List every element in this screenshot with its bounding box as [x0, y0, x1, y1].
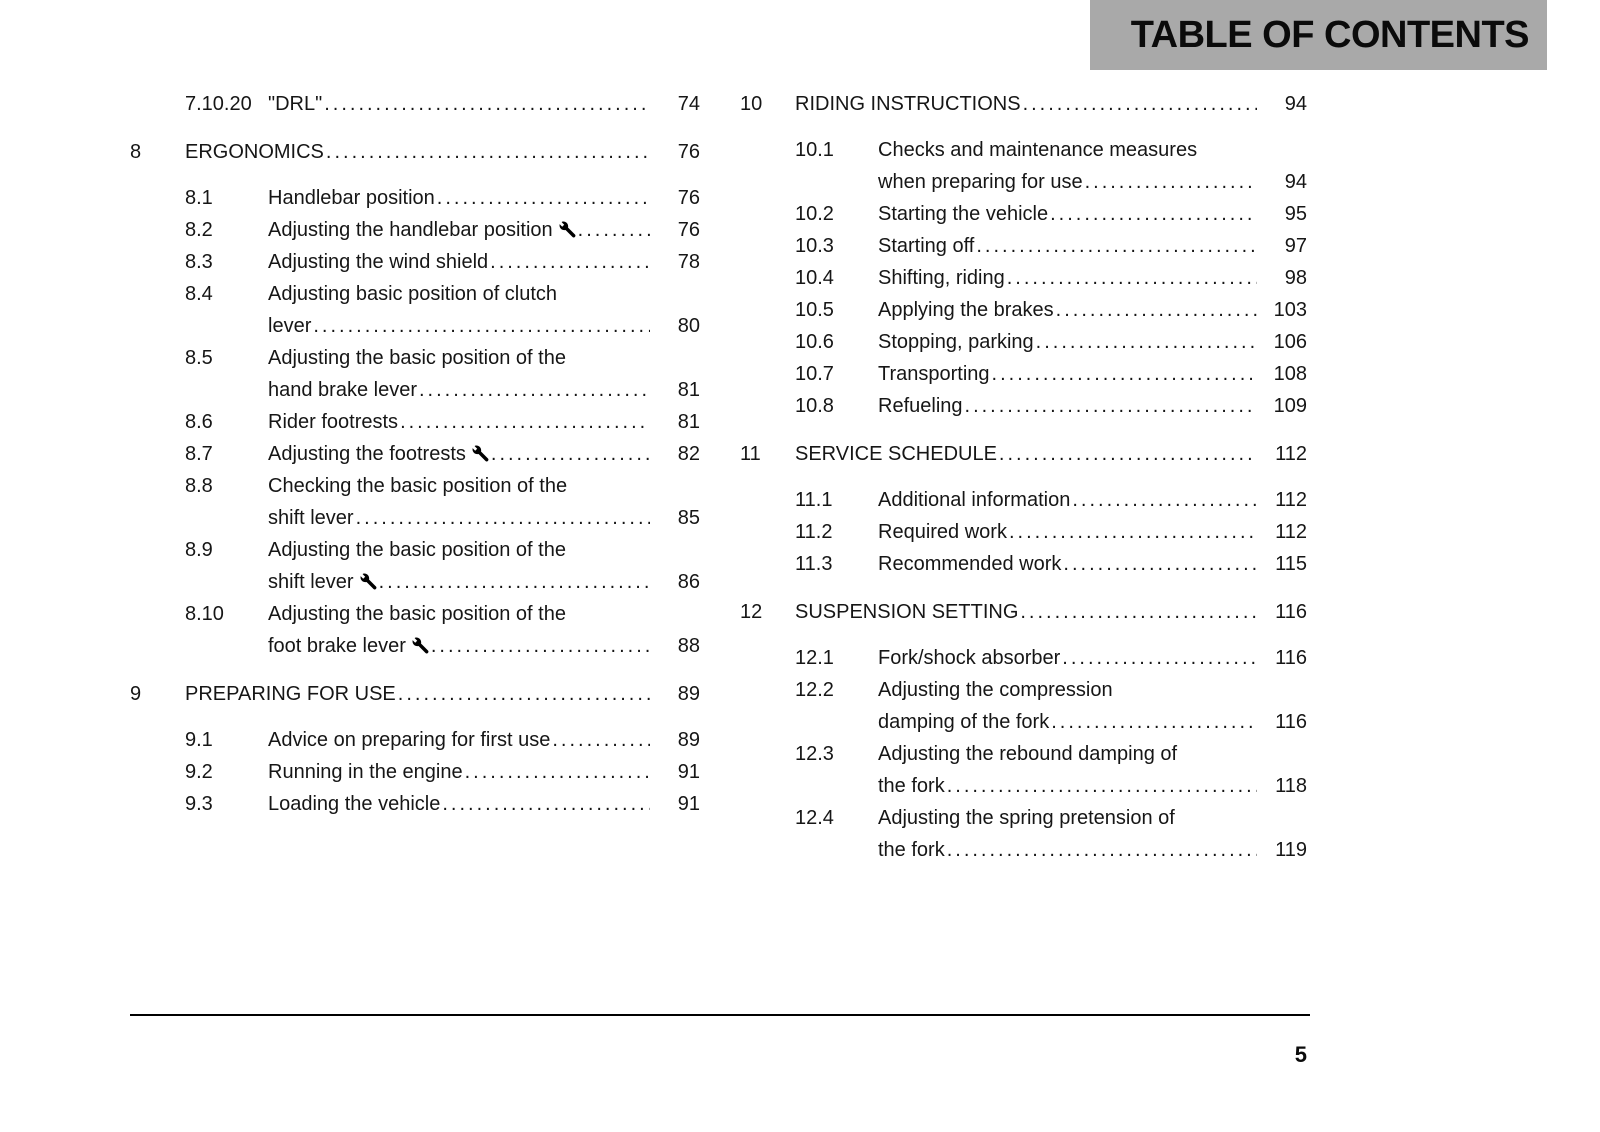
entry-number: 12.3 — [795, 743, 834, 765]
entry-title: the fork — [878, 775, 945, 797]
page-number: 80 — [677, 315, 700, 337]
dot-leader — [437, 182, 650, 214]
entry-number: 8.4 — [185, 283, 213, 305]
entry-number: 8.2 — [185, 219, 213, 241]
page-number: 112 — [1275, 489, 1307, 511]
toc-line — [130, 678, 700, 710]
toc-line — [130, 342, 700, 374]
entry-number: 11 — [740, 443, 761, 465]
entry-title: lever — [268, 315, 312, 337]
entry-number: 8.7 — [185, 443, 213, 465]
toc-line — [740, 738, 1307, 770]
page-number: 78 — [677, 251, 700, 273]
entry-title: Adjusting the rebound damping of — [878, 743, 1178, 765]
entry-title: Adjusting the compression — [878, 679, 1113, 701]
entry-number — [185, 630, 268, 662]
toc-line — [130, 566, 700, 598]
toc-line — [130, 182, 700, 214]
entry-title: Adjusting the basic position of the — [268, 347, 566, 369]
toc-section-entry — [130, 756, 700, 788]
dot-leader — [326, 136, 650, 168]
toc-line — [740, 390, 1307, 422]
page-number: 74 — [677, 93, 700, 115]
table-of-contents — [130, 88, 1310, 866]
toc-line — [130, 246, 700, 278]
toc-line — [740, 262, 1307, 294]
toc-line — [740, 438, 1307, 470]
dot-leader — [965, 390, 1257, 422]
dot-leader — [1062, 642, 1257, 674]
toc-section-entry — [130, 342, 700, 406]
entry-title: Advice on preparing for first use — [268, 729, 551, 751]
page-number: 89 — [677, 729, 700, 751]
toc-line — [740, 326, 1307, 358]
entry-title: Additional information — [878, 489, 1071, 511]
footer-divider — [130, 1014, 1310, 1016]
dot-leader — [442, 788, 650, 820]
dot-leader — [1085, 166, 1257, 198]
entry-number: 9 — [130, 683, 142, 705]
toc-line — [740, 358, 1307, 390]
toc-line — [740, 834, 1307, 866]
entry-title: "DRL" — [268, 93, 323, 115]
toc-line — [130, 534, 700, 566]
entry-number — [795, 166, 878, 198]
toc-line — [740, 642, 1307, 674]
dot-leader — [400, 406, 650, 438]
page-number: 88 — [677, 635, 700, 657]
entry-title: Adjusting the basic position of the — [268, 539, 566, 561]
entry-number: 10.4 — [795, 267, 834, 289]
page-number: 109 — [1273, 395, 1307, 417]
dot-leader — [313, 310, 650, 342]
entry-title: Adjusting the basic position of the — [268, 603, 566, 625]
dot-leader — [419, 374, 650, 406]
entry-title: hand brake lever — [268, 379, 417, 401]
page-number: 115 — [1275, 553, 1307, 575]
toc-section-entry — [130, 438, 700, 470]
entry-number — [795, 770, 878, 802]
entry-number: 8.1 — [185, 187, 213, 209]
entry-title: the fork — [878, 839, 945, 861]
page-number: 94 — [1284, 93, 1307, 115]
wrench-icon — [360, 573, 377, 590]
entry-number — [795, 706, 878, 738]
toc-header-bar — [1090, 0, 1547, 70]
toc-section-entry — [740, 134, 1307, 198]
dot-leader — [1072, 484, 1257, 516]
dot-leader — [431, 630, 650, 662]
dot-leader — [976, 230, 1257, 262]
entry-number: 10.2 — [795, 203, 834, 225]
wrench-icon — [412, 637, 429, 654]
entry-title: Checks and maintenance measures — [878, 139, 1198, 161]
page-number: 81 — [677, 379, 700, 401]
toc-section-entry — [740, 674, 1307, 738]
toc-line — [740, 88, 1307, 120]
toc-column-left — [130, 88, 700, 866]
entry-number: 8.3 — [185, 251, 213, 273]
dot-leader — [356, 502, 650, 534]
entry-title: PREPARING FOR USE — [185, 683, 396, 705]
toc-line — [740, 706, 1307, 738]
entry-number: 8.10 — [185, 603, 224, 625]
page-number: 86 — [677, 571, 700, 593]
toc-section-entry — [740, 484, 1307, 516]
toc-line — [740, 198, 1307, 230]
dot-leader — [1056, 294, 1257, 326]
toc-line — [130, 598, 700, 630]
dot-leader — [491, 438, 650, 470]
toc-line — [130, 88, 700, 120]
toc-section-entry — [130, 214, 700, 246]
toc-chapter-entry — [740, 438, 1307, 470]
entry-title: Recommended work — [878, 553, 1062, 575]
page-number: 76 — [677, 141, 700, 163]
toc-section-entry — [740, 326, 1307, 358]
entry-number — [185, 502, 268, 534]
dot-leader — [1023, 88, 1257, 120]
page-number: 106 — [1273, 331, 1307, 353]
toc-line — [130, 502, 700, 534]
dot-leader — [1009, 516, 1257, 548]
toc-section-entry — [740, 198, 1307, 230]
dot-leader — [1050, 198, 1257, 230]
entry-number: 10 — [740, 93, 763, 115]
dot-leader — [992, 358, 1257, 390]
toc-section-entry — [130, 182, 700, 214]
dot-leader — [947, 770, 1257, 802]
entry-title: SUSPENSION SETTING — [795, 601, 1019, 623]
entry-number: 8.6 — [185, 411, 213, 433]
page-number: 112 — [1275, 443, 1307, 465]
entry-number: 11.2 — [795, 521, 833, 543]
entry-number — [185, 374, 268, 406]
entry-number: 12.4 — [795, 807, 834, 829]
toc-line — [130, 470, 700, 502]
entry-title: Rider footrests — [268, 411, 399, 433]
toc-line — [130, 788, 700, 820]
toc-section-entry — [130, 88, 700, 120]
page-number: 85 — [677, 507, 700, 529]
toc-section-entry — [740, 358, 1307, 390]
entry-number: 10.3 — [795, 235, 834, 257]
toc-section-entry — [130, 598, 700, 662]
page-number: 112 — [1275, 521, 1307, 543]
dot-leader — [1051, 706, 1257, 738]
page-number: 76 — [677, 187, 700, 209]
page-number: 95 — [1284, 203, 1307, 225]
toc-section-entry — [130, 246, 700, 278]
page-number: 116 — [1275, 711, 1307, 733]
entry-number: 10.5 — [795, 299, 834, 321]
entry-title: Refueling — [878, 395, 963, 417]
entry-number: 11.1 — [795, 489, 833, 511]
dot-leader — [552, 724, 650, 756]
page-title: TABLE OF CONTENTS — [1130, 13, 1529, 56]
toc-section-entry — [740, 548, 1307, 580]
entry-title: shift lever — [268, 507, 354, 529]
wrench-icon — [472, 445, 489, 462]
page-number: 118 — [1275, 775, 1307, 797]
toc-line — [130, 136, 700, 168]
entry-number: 8 — [130, 141, 142, 163]
page-number: 116 — [1275, 601, 1307, 623]
toc-line — [740, 802, 1307, 834]
toc-section-entry — [130, 724, 700, 756]
entry-number: 10.6 — [795, 331, 834, 353]
toc-line — [130, 214, 700, 246]
dot-leader — [578, 214, 650, 246]
toc-line — [740, 484, 1307, 516]
page-number: 108 — [1273, 363, 1307, 385]
toc-line — [130, 310, 700, 342]
entry-number: 12 — [740, 601, 763, 623]
entry-number: 8.8 — [185, 475, 213, 497]
entry-number: 10.1 — [795, 139, 834, 161]
toc-section-entry — [740, 642, 1307, 674]
toc-line — [740, 548, 1307, 580]
entry-title: Checking the basic position of the — [268, 475, 568, 497]
entry-number: 10.7 — [795, 363, 834, 385]
entry-number: 9.2 — [185, 761, 213, 783]
toc-section-entry — [740, 230, 1307, 262]
toc-line — [130, 278, 700, 310]
toc-chapter-entry — [130, 678, 700, 710]
toc-section-entry — [130, 470, 700, 534]
entry-title: Shifting, riding — [878, 267, 1005, 289]
entry-title: Adjusting the handlebar position — [268, 214, 576, 246]
entry-title: Fork/shock absorber — [878, 647, 1061, 669]
dot-leader — [947, 834, 1257, 866]
page-number: 82 — [677, 443, 700, 465]
toc-section-entry — [740, 802, 1307, 866]
page-number: 103 — [1273, 299, 1307, 321]
toc-section-entry — [130, 406, 700, 438]
dot-leader — [1007, 262, 1257, 294]
entry-number: 11.3 — [795, 553, 833, 575]
dot-leader — [490, 246, 650, 278]
entry-title: SERVICE SCHEDULE — [795, 443, 997, 465]
toc-section-entry — [740, 294, 1307, 326]
entry-number: 8.9 — [185, 539, 213, 561]
page-number: 76 — [677, 219, 700, 241]
entry-number: 7.10.20 — [185, 93, 252, 115]
toc-line — [130, 630, 700, 662]
toc-section-entry — [130, 278, 700, 342]
toc-line — [740, 674, 1307, 706]
entry-title: foot brake lever — [268, 630, 429, 662]
page-number: 91 — [677, 793, 700, 815]
entry-title: Required work — [878, 521, 1007, 543]
page-number: 81 — [677, 411, 700, 433]
entry-title: Starting off — [878, 235, 975, 257]
toc-section-entry — [130, 534, 700, 598]
entry-title: Running in the engine — [268, 761, 463, 783]
toc-section-entry — [740, 516, 1307, 548]
entry-title: shift lever — [268, 566, 377, 598]
entry-title: Handlebar position — [268, 187, 435, 209]
entry-number — [185, 310, 268, 342]
toc-line — [740, 516, 1307, 548]
entry-title: ERGONOMICS — [185, 141, 324, 163]
toc-line — [130, 406, 700, 438]
page-number: 98 — [1284, 267, 1307, 289]
toc-section-entry — [740, 262, 1307, 294]
dot-leader — [1036, 326, 1257, 358]
entry-number: 12.1 — [795, 647, 834, 669]
dot-leader — [1063, 548, 1257, 580]
dot-leader — [398, 678, 650, 710]
entry-number: 9.3 — [185, 793, 213, 815]
toc-section-entry — [740, 390, 1307, 422]
entry-number — [795, 834, 878, 866]
toc-line — [740, 770, 1307, 802]
dot-leader — [1020, 596, 1257, 628]
dot-leader — [324, 88, 650, 120]
dot-leader — [999, 438, 1257, 470]
toc-line — [740, 596, 1307, 628]
entry-title: RIDING INSTRUCTIONS — [795, 93, 1021, 115]
toc-chapter-entry — [740, 596, 1307, 628]
toc-line — [130, 724, 700, 756]
entry-number — [185, 566, 268, 598]
entry-title: Stopping, parking — [878, 331, 1034, 353]
toc-line — [130, 374, 700, 406]
entry-title: Transporting — [878, 363, 990, 385]
dot-leader — [379, 566, 650, 598]
page-number: 116 — [1275, 647, 1307, 669]
toc-chapter-entry — [130, 136, 700, 168]
page-number: 89 — [677, 683, 700, 705]
entry-title: damping of the fork — [878, 711, 1050, 733]
page-number: 119 — [1275, 839, 1307, 861]
entry-title: Loading the vehicle — [268, 793, 441, 815]
entry-number: 8.5 — [185, 347, 213, 369]
entry-number: 9.1 — [185, 729, 213, 751]
entry-title: Adjusting basic position of clutch — [268, 283, 558, 305]
entry-title: when preparing for use — [878, 171, 1083, 193]
wrench-icon — [559, 221, 576, 238]
page-number: 97 — [1284, 235, 1307, 257]
entry-title: Adjusting the wind shield — [268, 251, 489, 273]
toc-line — [740, 230, 1307, 262]
toc-column-right — [740, 88, 1307, 866]
entry-title: Adjusting the spring pretension of — [878, 807, 1175, 829]
toc-line — [130, 756, 700, 788]
entry-title: Applying the brakes — [878, 299, 1054, 321]
entry-number: 12.2 — [795, 679, 834, 701]
entry-title: Adjusting the footrests — [268, 438, 489, 470]
toc-section-entry — [740, 738, 1307, 802]
page-number: 94 — [1284, 171, 1307, 193]
toc-line — [740, 134, 1307, 166]
page-number: 91 — [677, 761, 700, 783]
footer-page-number: 5 — [1294, 1042, 1307, 1067]
entry-number: 10.8 — [795, 395, 834, 417]
toc-section-entry — [130, 788, 700, 820]
toc-chapter-entry — [740, 88, 1307, 120]
toc-line — [130, 438, 700, 470]
toc-line — [740, 294, 1307, 326]
entry-title: Starting the vehicle — [878, 203, 1049, 225]
dot-leader — [465, 756, 650, 788]
toc-line — [740, 166, 1307, 198]
